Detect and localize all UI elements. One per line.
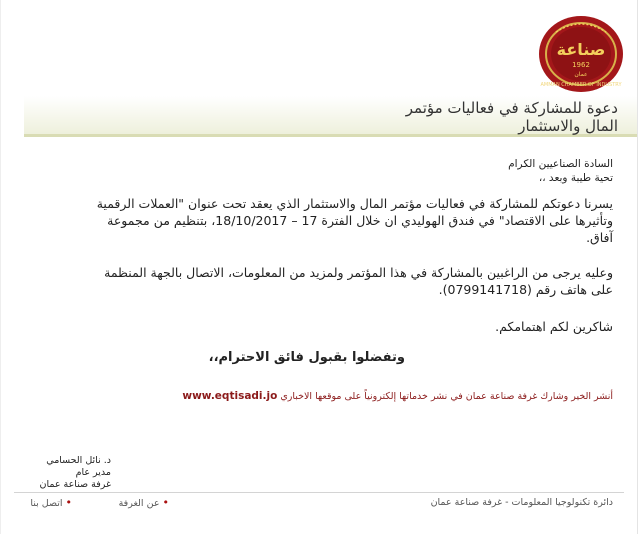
paragraph1-line-1: يسرنا دعوتكم للمشاركة في فعاليات مؤتمر المال والاستثمار الذي يعقد تحت عنوان "العملات الرقمية <box>96 196 613 211</box>
title-line-1: دعوة للمشاركة في فعاليات مؤتمر <box>405 99 618 117</box>
paragraph1-line-3: آفاق. <box>586 230 613 245</box>
signature-position: مدير عام <box>75 467 111 478</box>
page-title <box>318 99 618 135</box>
about-link[interactable] <box>119 497 169 510</box>
paragraph2-line-1: وعليه يرجى من الراغبين بالمشاركة في هذا المؤتمر ولمزيد من المعلومات، الاتصال بالجهة المنظمة <box>104 265 613 280</box>
signature-block <box>39 455 111 491</box>
logo-arabic-name: صناعة <box>556 40 606 59</box>
thanks-text: شاكرين لكم اهتمامكم. <box>495 319 613 334</box>
promo-line <box>23 390 613 403</box>
logo-year: 1962 <box>572 61 590 69</box>
logo-city: عمان <box>574 71 588 78</box>
website-link[interactable]: www.eqtisadi.jo <box>182 390 278 402</box>
promo-text: أنشر الخير وشارك غرفة صناعة عمان في نشر خدماتها إلكترونياً على موقعها الاخباري <box>280 391 613 402</box>
contact-link-label: اتصل بنا <box>30 498 63 509</box>
about-link-label: عن الغرفة <box>118 498 160 509</box>
contact-paragraph <box>23 264 613 298</box>
paragraph1-line-2: وتأثيرها على الاقتصاد" في فندق الهوليدي ان خلال الفترة 17 – 18/10/2017، بتنظيم من مجموعة <box>107 213 613 228</box>
signature-name: د. نائل الحسامي <box>46 455 111 466</box>
bullet-icon: • <box>162 496 169 509</box>
invitation-paragraph <box>23 195 613 246</box>
chamber-logo <box>534 10 628 94</box>
salutation-line-1: السادة الصناعيين الكرام <box>508 158 613 170</box>
bullet-icon: • <box>65 496 72 509</box>
footer-department: دائرة تكنولوجيا المعلومات - غرفة صناعة عمان <box>430 497 613 508</box>
paragraph2-line-2: على هاتف رقم (0799141718). <box>438 282 613 297</box>
closing-text: وتفضلوا بقبول فائق الاحترام،، <box>208 350 405 365</box>
salutation <box>508 157 613 185</box>
salutation-line-2: تحية طيبة وبعد ،، <box>538 172 613 184</box>
logo-english-ring: AMMAN CHAMBER OF INDUSTRY <box>540 82 622 88</box>
signature-organization: غرفة صناعة عمان <box>39 479 111 490</box>
frame-left-border <box>0 0 1 534</box>
frame-right-border <box>637 0 638 534</box>
footer-divider <box>14 492 624 493</box>
contact-link[interactable] <box>30 497 72 510</box>
title-line-2: المال والاستثمار <box>518 117 618 135</box>
